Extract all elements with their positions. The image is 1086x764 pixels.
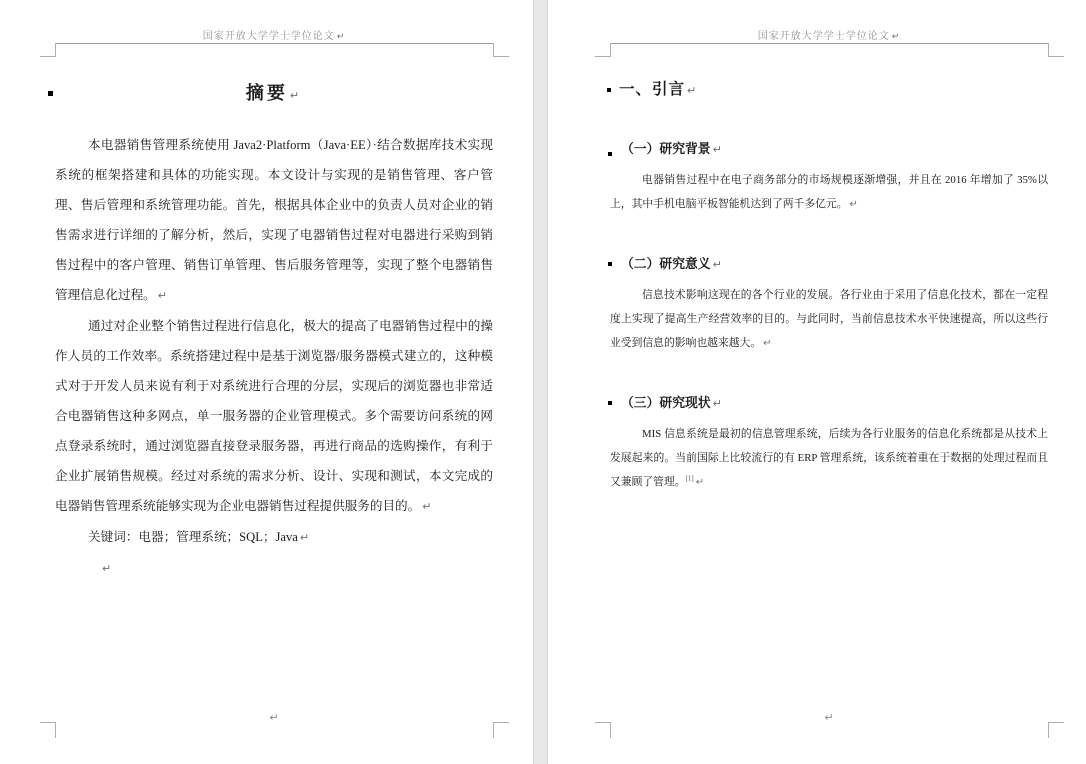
margin-crop-mark	[40, 43, 56, 57]
footer	[610, 708, 1048, 726]
heading-anchor-icon	[607, 88, 611, 92]
pilcrow-mark: ↵	[824, 711, 834, 724]
paragraph-text: 通过对企业整个销售过程进行信息化，极大的提高了电器销售过程中的操作人员的工作效率。系统搭建过程中是基于浏览器/服务器模式建立的，这种模式对于开发人员来说有利于对系统进行合理的分层，实现后的浏览器也非常适合电器销售这种多网点，单一服务器的企业管理模式。多个需要访问系统的网点登录系统时，通过浏览器直接登录服务器，再进行商品的选购操作，有利于企业扩展销售规模。经过对系统的需求分析、设计、实现和测试，本文完成的电器销售管理系统能够实现为企业电器销售过程提供服务的目的。	[55, 319, 493, 513]
pilcrow-mark: ↵	[849, 199, 858, 210]
paragraph-text: 信息技术影响这现在的各个行业的发展。各行业由于采用了信息化技术，都在一定程度上实现了提高生产经营效率的目的。与此同时，当前信息技术水平快速提高，所以这些行业受到信息的影响也越来越大。	[610, 289, 1048, 349]
page-introduction	[548, 0, 1086, 764]
page-gap-divider	[533, 0, 548, 764]
heading-anchor-icon	[608, 262, 612, 266]
pilcrow-mark: ↵	[269, 711, 279, 724]
pilcrow-mark: ↵	[712, 258, 722, 271]
pilcrow-mark: ↵	[102, 562, 112, 575]
section-heading-research-background[interactable]	[610, 140, 1048, 159]
empty-paragraph[interactable]	[55, 553, 493, 584]
pilcrow-mark: ↵	[289, 89, 303, 102]
pilcrow-mark: ↵	[695, 477, 705, 488]
section-heading-text: （一）研究背景	[621, 141, 711, 156]
paragraph-text: 电器销售过程中在电子商务部分的市场规模逐渐增强，并且在 2016 年增加了 35%以上，其中手机电脑平板智能机达到了两千多亿元。	[610, 174, 1048, 210]
margin-crop-mark	[595, 43, 611, 57]
pilcrow-mark: ↵	[891, 32, 901, 42]
page-abstract	[0, 0, 533, 764]
pilcrow-mark: ↵	[157, 289, 167, 302]
abstract-body	[55, 130, 493, 584]
section-paragraph-research-status[interactable]	[610, 422, 1048, 495]
margin-crop-mark	[1048, 43, 1064, 57]
pilcrow-mark: ↵	[422, 500, 432, 513]
heading-anchor-icon	[608, 152, 612, 156]
section-heading-text: （三）研究现状	[621, 395, 711, 410]
section-heading-text: （二）研究意义	[621, 256, 711, 271]
pilcrow-mark: ↵	[712, 397, 722, 410]
abstract-title[interactable]	[55, 81, 493, 108]
keywords-line[interactable]	[55, 522, 493, 553]
chapter-heading-text: 一、引言	[619, 81, 686, 98]
pilcrow-mark: ↵	[763, 338, 772, 349]
section-paragraph-research-background[interactable]	[610, 168, 1048, 217]
margin-crop-mark	[493, 43, 509, 57]
section-heading-research-significance[interactable]	[610, 255, 1048, 274]
pilcrow-mark: ↵	[336, 32, 346, 42]
page-header	[55, 27, 493, 42]
citation-superscript[interactable]: [1]	[685, 474, 694, 483]
page-header-text: 国家开放大学学士学位论文	[757, 31, 890, 42]
pilcrow-mark: ↵	[299, 531, 310, 544]
pilcrow-mark: ↵	[687, 84, 698, 97]
abstract-paragraph-1[interactable]	[55, 130, 493, 311]
page-header-text: 国家开放大学学士学位论文	[202, 31, 335, 42]
margin-crop-mark	[493, 722, 509, 738]
heading-anchor-icon	[608, 401, 612, 405]
margin-crop-mark	[1048, 722, 1064, 738]
page-header	[610, 27, 1048, 42]
keywords-text: 关键词：电器；管理系统；SQL；Java	[88, 530, 298, 544]
abstract-paragraph-2[interactable]	[55, 311, 493, 522]
margin-crop-mark	[595, 722, 611, 738]
footer	[55, 708, 493, 726]
paragraph-text: MIS 信息系统是最初的信息管理系统，后续为各行业服务的信息化系统都是从技术上发展起来的。当前国际上比较流行的有 ERP 管理系统，该系统着重在于数据的处理过程而且又兼顾了管理。	[610, 428, 1048, 488]
abstract-content	[55, 57, 493, 584]
section-heading-research-status[interactable]	[610, 394, 1048, 413]
paragraph-text: 本电器销售管理系统使用 Java2·Platform（Java·EE）·结合数据库技术实现系统的框架搭建和具体的功能实现。本文设计与实现的是销售管理、客户管理、售后管理和系统管理功能。首先，根据具体企业中的负责人员对企业的销售需求进行详细的了解分析，然后，实现了电器销售过程对电器进行采购到销售过程中的客户管理、销售订单管理、售后服务管理等，实现了整个电器销售管理信息化过程。	[55, 138, 493, 302]
abstract-title-text: 摘要	[245, 83, 288, 103]
pilcrow-mark: ↵	[712, 143, 722, 156]
heading-anchor-icon	[48, 91, 53, 96]
introduction-content	[610, 57, 1048, 495]
section-paragraph-research-significance[interactable]	[610, 283, 1048, 356]
chapter-heading-introduction[interactable]	[610, 79, 1048, 102]
margin-crop-mark	[40, 722, 56, 738]
header-rule	[610, 43, 1048, 44]
header-rule	[55, 43, 493, 44]
